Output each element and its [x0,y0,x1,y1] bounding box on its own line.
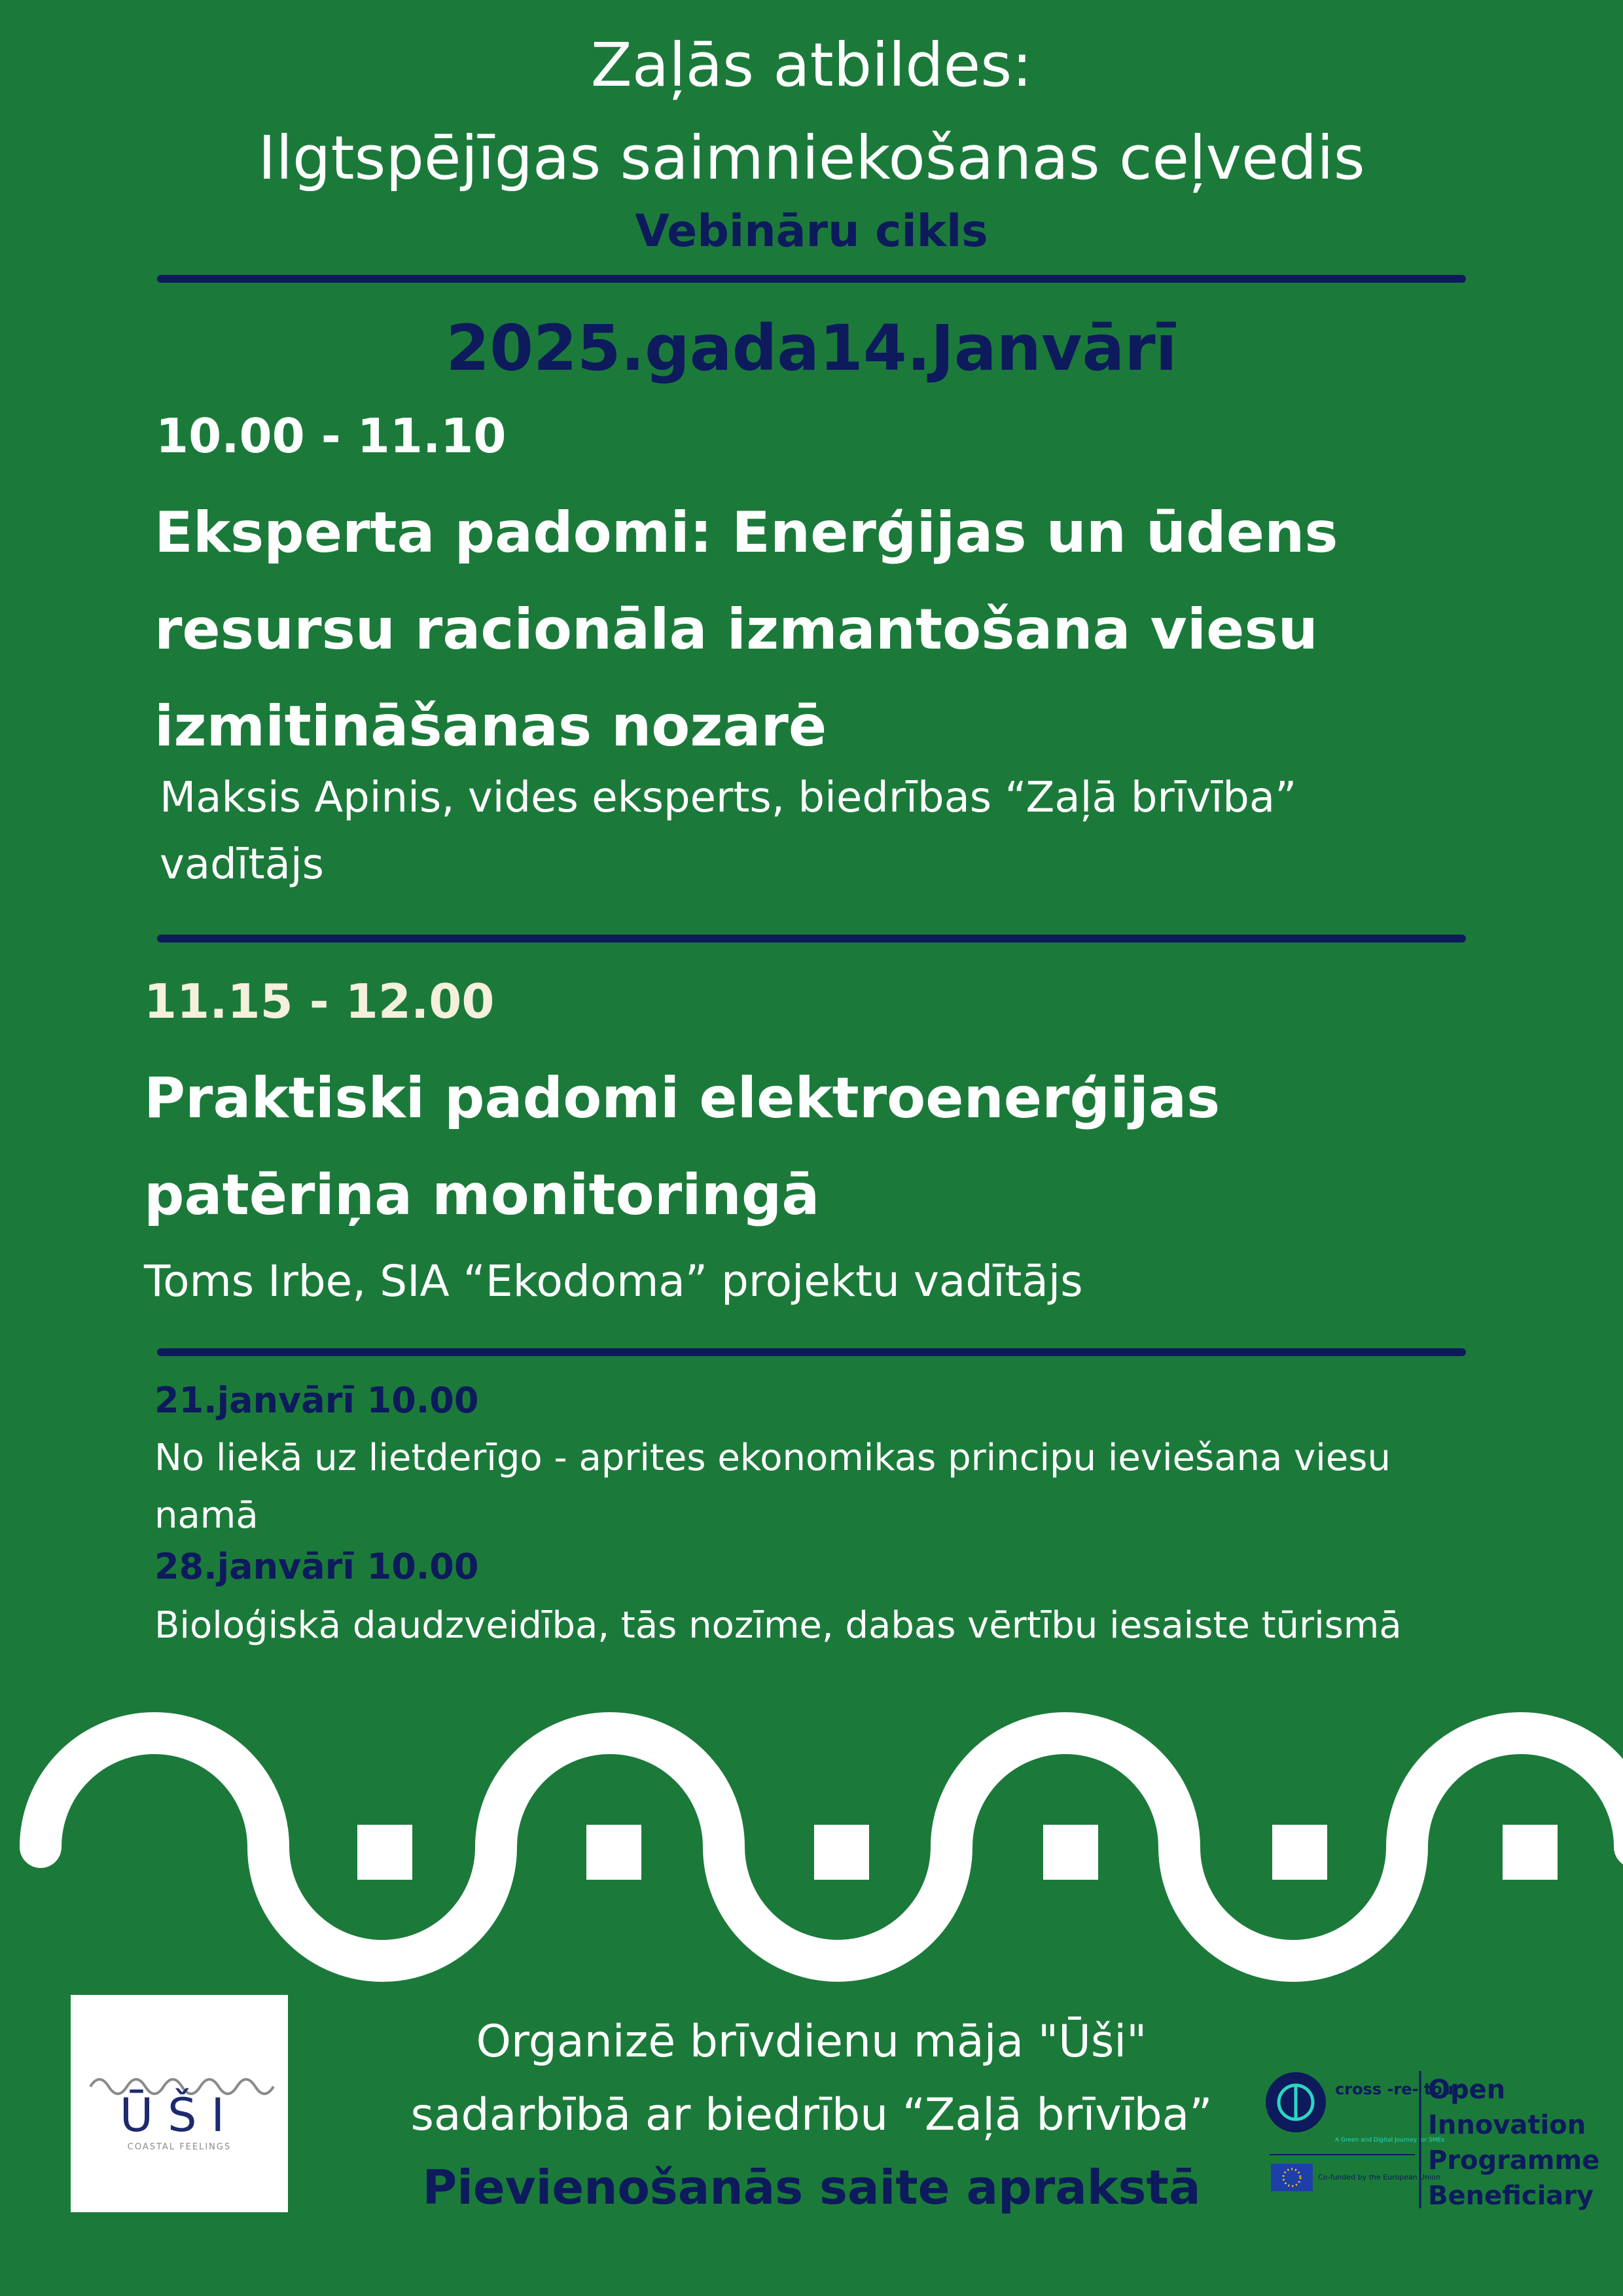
session-2-speaker: Toms Irbe, SIA “Ekodoma” projektu vadītājs [144,1256,1083,1306]
session-1-speaker: Maksis Apinis, vides eksperts, biedrības “Zaļā brīvība” vadītājs [160,774,1297,889]
usi-logo [71,1995,288,2212]
organizer-line-1: Organizē brīvdienu māja "Ūši" [476,2016,1147,2068]
event-date: 2025.gada14.Janvārī [446,312,1177,385]
eu-cofunded-text: Co-funded by the European Union [1318,2173,1440,2181]
crossretour-name: cross -re- tour [1335,2080,1461,2098]
session-1-time: 10.00 - 11.10 [156,408,507,463]
wave-square [1272,1825,1327,1880]
divider-1 [157,275,1466,283]
wave-square [1503,1825,1558,1880]
session-2-title: Praktiski padomi elektroenerģijas patēriņa monitoringā [144,1066,1221,1228]
session-1-title: Eksperta padomi: Enerģijas un ūdens resursu racionāla izmantošana viesu izmitināšanas nozarē [154,500,1338,759]
session-2-time: 11.15 - 12.00 [144,974,495,1029]
divider-3 [157,1348,1466,1356]
usi-logo-tagline: COASTAL FEELINGS [127,2142,232,2152]
upcoming-2-text: Bioloģiskā daudzveidība, tās nozīme, dabas vērtību iesaiste tūrismā [154,1604,1402,1647]
wave-square [357,1825,412,1880]
upcoming-2-date: 28.janvārī 10.00 [154,1546,479,1587]
divider-2 [157,935,1466,942]
wave-square [1043,1825,1098,1880]
organizer-line-2: sadarbībā ar biedrību “Zaļā brīvība” [410,2089,1213,2141]
upcoming-1-text: No liekā uz lietderīgo - aprites ekonomikas principu ieviešana viesu namā [154,1437,1391,1537]
series-label: Vebināru cikls [635,206,988,257]
title-line-1: Zaļās atbildes: [590,30,1033,100]
eu-flag-icon [1271,2164,1313,2191]
wave-square [814,1825,869,1880]
upcoming-1-date: 21.janvārī 10.00 [154,1380,479,1421]
decorative-wave [0,1702,1623,2003]
crossretour-tagline: A Green and Digital Journey for SMEs [1335,2137,1444,2144]
usi-logo-name: ŪŠI [119,2089,240,2142]
wave-square [586,1825,641,1880]
oip-beneficiary-label: Open Innovation Programme Beneficiary [1428,2075,1600,2211]
join-link-note: Pievienošanās saite aprakstā [422,2160,1201,2215]
title-line-2: Ilgtspējīgas saimniekošanas ceļvedis [258,123,1365,193]
